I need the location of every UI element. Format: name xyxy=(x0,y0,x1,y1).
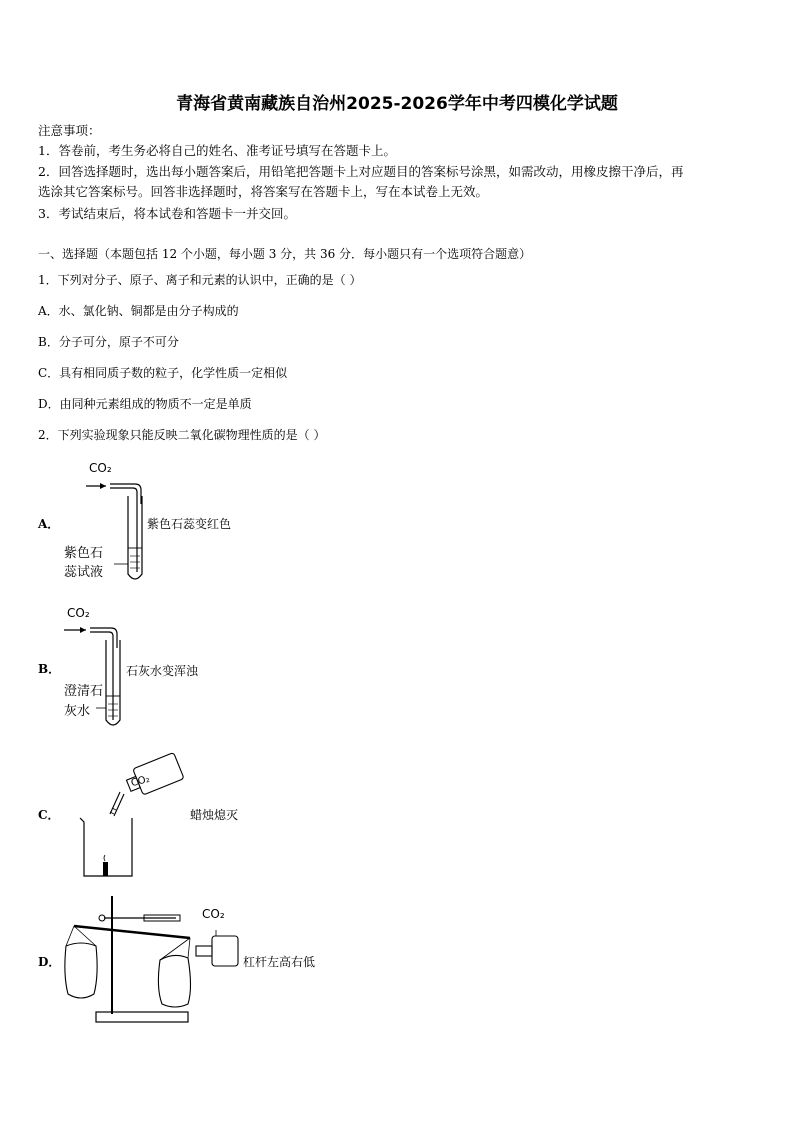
q1-option-b: B．分子可分，原子不可分 xyxy=(38,335,179,349)
q2-option-d-letter: D． xyxy=(38,955,61,969)
notice-item-2-line-1: 2．回答选择题时，选出每小题答案后，用铅笔把答题卡上对应题目的答案标号涂黑，如需改动，用橡皮擦干净后，再 xyxy=(38,164,684,179)
q2-a-phenomenon: 紫色石蕊变红色 xyxy=(147,517,232,531)
notice-item-2-line-2: 选涂其它答案标号。回答非选择题时，将答案写在答题卡上，写在本试卷上无效。 xyxy=(38,184,489,199)
q2-option-b-letter: B． xyxy=(38,662,61,676)
q2-c-phenomenon: 蜡烛熄灭 xyxy=(190,808,239,822)
q2-b-reagent-label-2: 灰水 xyxy=(64,704,91,719)
q2-option-c-letter: C． xyxy=(38,808,60,822)
test-tube-diagram-b xyxy=(60,620,135,730)
notice-item-3: 3．考试结束后，将本试卷和答题卡一并交回。 xyxy=(38,206,296,221)
q2-a-gas-label: CO₂ xyxy=(89,461,112,475)
q1-option-d: D．由同种元素组成的物质不一定是单质 xyxy=(38,397,252,411)
q2-b-phenomenon: 石灰水变浑浊 xyxy=(126,664,199,678)
q1-option-c: C．具有相同质子数的粒子，化学性质一定相似 xyxy=(38,366,288,380)
beaker-candle-diagram-c xyxy=(76,752,186,882)
q2-d-gas-label: CO₂ xyxy=(202,907,225,921)
q2-b-gas-label: CO₂ xyxy=(67,606,90,620)
notice-item-1: 1．答卷前，考生务必将自己的姓名、准考证号填写在答题卡上。 xyxy=(38,143,396,158)
lever-balance-diagram-d xyxy=(60,890,250,1030)
q2-option-a-letter: A． xyxy=(38,517,60,531)
q1-option-a: A．水、氯化钠、铜都是由分子构成的 xyxy=(38,304,239,318)
q1-stem: 1．下列对分子、原子、离子和元素的认识中，正确的是（ ） xyxy=(38,273,362,287)
q2-a-reagent-label-2: 蕊试液 xyxy=(64,565,104,580)
section-heading: 一、选择题（本题包括 12 个小题，每小题 3 分，共 36 分．每小题只有一个选项符合题意） xyxy=(38,247,532,261)
q2-a-reagent-label-1: 紫色石 xyxy=(64,546,104,561)
q2-c-gas-label: CO₂ xyxy=(129,773,151,790)
page-title: 青海省黄南藏族自治州2025-2026学年中考四模化学试题 xyxy=(176,94,618,114)
q2-stem: 2．下列实验现象只能反映二氧化碳物理性质的是（ ） xyxy=(38,428,326,442)
test-tube-diagram-a xyxy=(80,476,155,586)
q2-b-reagent-label-1: 澄清石 xyxy=(64,684,104,699)
notice-heading: 注意事项： xyxy=(38,123,101,138)
q2-d-phenomenon: 杠杆左高右低 xyxy=(243,955,316,969)
